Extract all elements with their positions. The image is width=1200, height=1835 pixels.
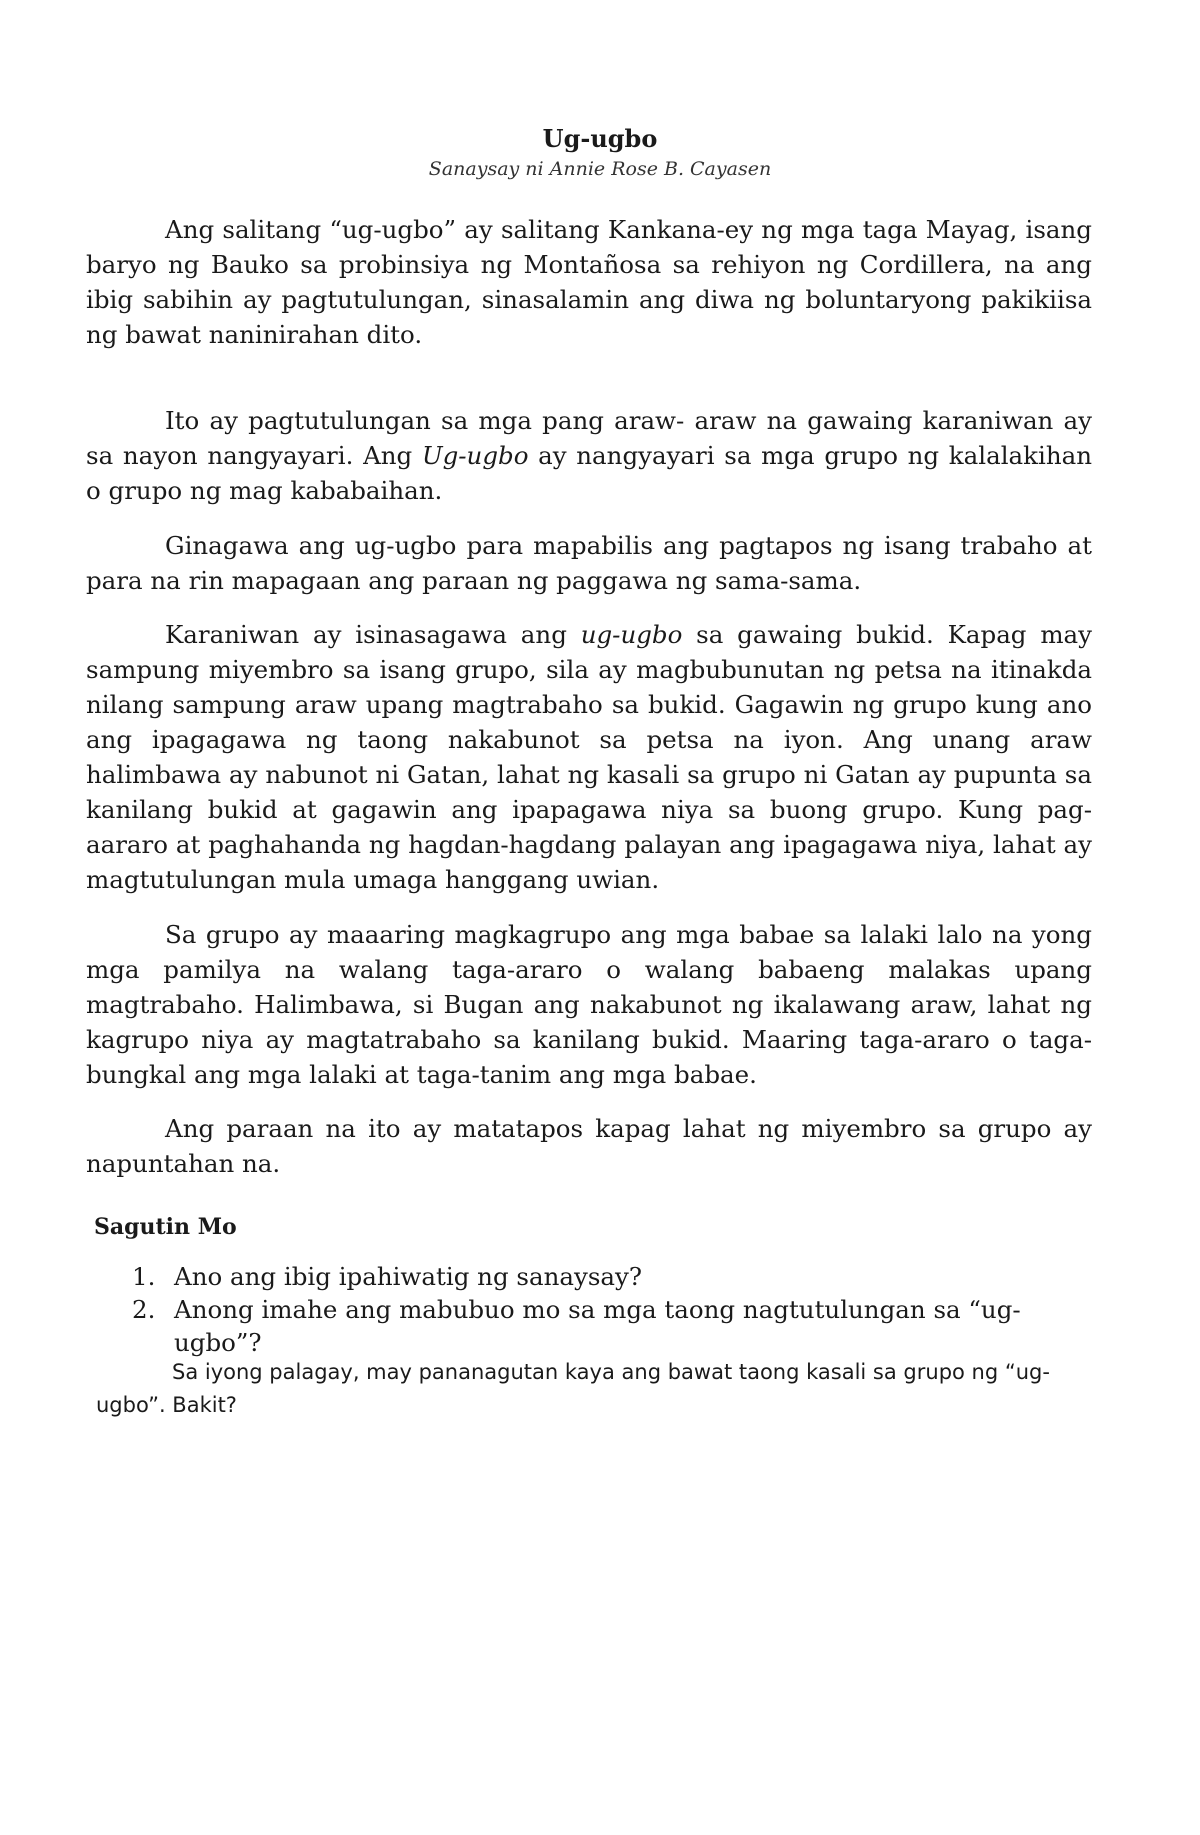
question-item xyxy=(132,1260,1092,1293)
question-list xyxy=(132,1260,1092,1359)
paragraph-4-text-b: sa gawaing bukid. Kapag may sampung miyembro sa isang grupo, sila ay magbubunutan ng petsa na itinakda nilang sampung araw upang magtrabaho sa bukid. Gagawin ng grupo kung ano ang ipagagawa ng taong nakabunot sa petsa na iyon. Ang unang araw halimbawa ay nabunot ni Gatan, lahat ng kasali sa grupo ni Gatan ay pupunta sa kanilang bukid at gagawin ang ipapagawa niya sa buong grupo. Kung pag-aararo at paghahanda ng hagdan-hagdang palayan ang ipagagawa niya, lahat ay magtutulungan mula umaga hanggang uwian. xyxy=(86,620,1092,894)
extra-question: Sa iyong palagay, may pananagutan kaya ang bawat taong kasali sa grupo ng “ug-ugbo”. Bakit? xyxy=(96,1360,1050,1417)
paragraph-2 xyxy=(86,403,1092,508)
paragraph-4-text-a: Karaniwan ay isinasagawa ang xyxy=(165,620,581,649)
essay-title: Ug-ugbo xyxy=(542,124,658,153)
question-item xyxy=(132,1293,1092,1359)
question-number: 2. xyxy=(132,1295,156,1324)
essay-author-line: Sanaysay ni Annie Rose B. Cayasen xyxy=(428,158,772,180)
question-number: 1. xyxy=(132,1262,156,1291)
paragraph-4-italic-term: ug-ugbo xyxy=(580,620,683,649)
question-text: Anong imahe ang mabubuo mo sa mga taong nagtutulungan sa “ug-ugbo”? xyxy=(174,1295,1021,1357)
paragraph-3: Ginagawa ang ug-ugbo para mapabilis ang pagtapos ng isang trabaho at para na rin mapagaan ang paraan ng paggawa ng sama-sama. xyxy=(86,531,1092,595)
section-heading: Sagutin Mo xyxy=(94,1214,237,1240)
paragraph-1: Ang salitang “ug-ugbo” ay salitang Kankana-ey ng mga taga Mayag, isang baryo ng Bauko sa probinsiya ng Montañosa sa rehiyon ng Cordillera, na ang ibig sabihin ay pagtutulungan, sinasalamin ang diwa ng boluntaryong pakikiisa ng bawat naninirahan dito. xyxy=(86,215,1092,349)
paragraph-2-text-a: Ito ay pagtutulungan sa mga pang araw- araw na gawaing karaniwan ay sa nayon nangyayari. Ang xyxy=(86,406,1092,470)
paragraph-6: Ang paraan na ito ay matatapos kapag lahat ng miyembro sa grupo ay napuntahan na. xyxy=(86,1114,1092,1178)
paragraph-4 xyxy=(86,617,1092,897)
paragraph-2-text-b: ay nangyayari sa mga grupo ng kalalakihan o grupo ng mag kababaihan. xyxy=(86,441,1092,505)
paragraph-2-italic-term: Ug-ugbo xyxy=(421,441,529,470)
paragraph-5: Sa grupo ay maaaring magkagrupo ang mga babae sa lalaki lalo na yong mga pamilya na walang taga-araro o walang babaeng malakas upang magtrabaho. Halimbawa, si Bugan ang nakabunot ng ikalawang araw, lahat ng kagrupo niya ay magtatrabaho sa kanilang bukid. Maaring taga-araro o taga-bungkal ang mga lalaki at taga-tanim ang mga babae. xyxy=(86,920,1092,1089)
question-text: Ano ang ibig ipahiwatig ng sanaysay? xyxy=(174,1262,642,1291)
